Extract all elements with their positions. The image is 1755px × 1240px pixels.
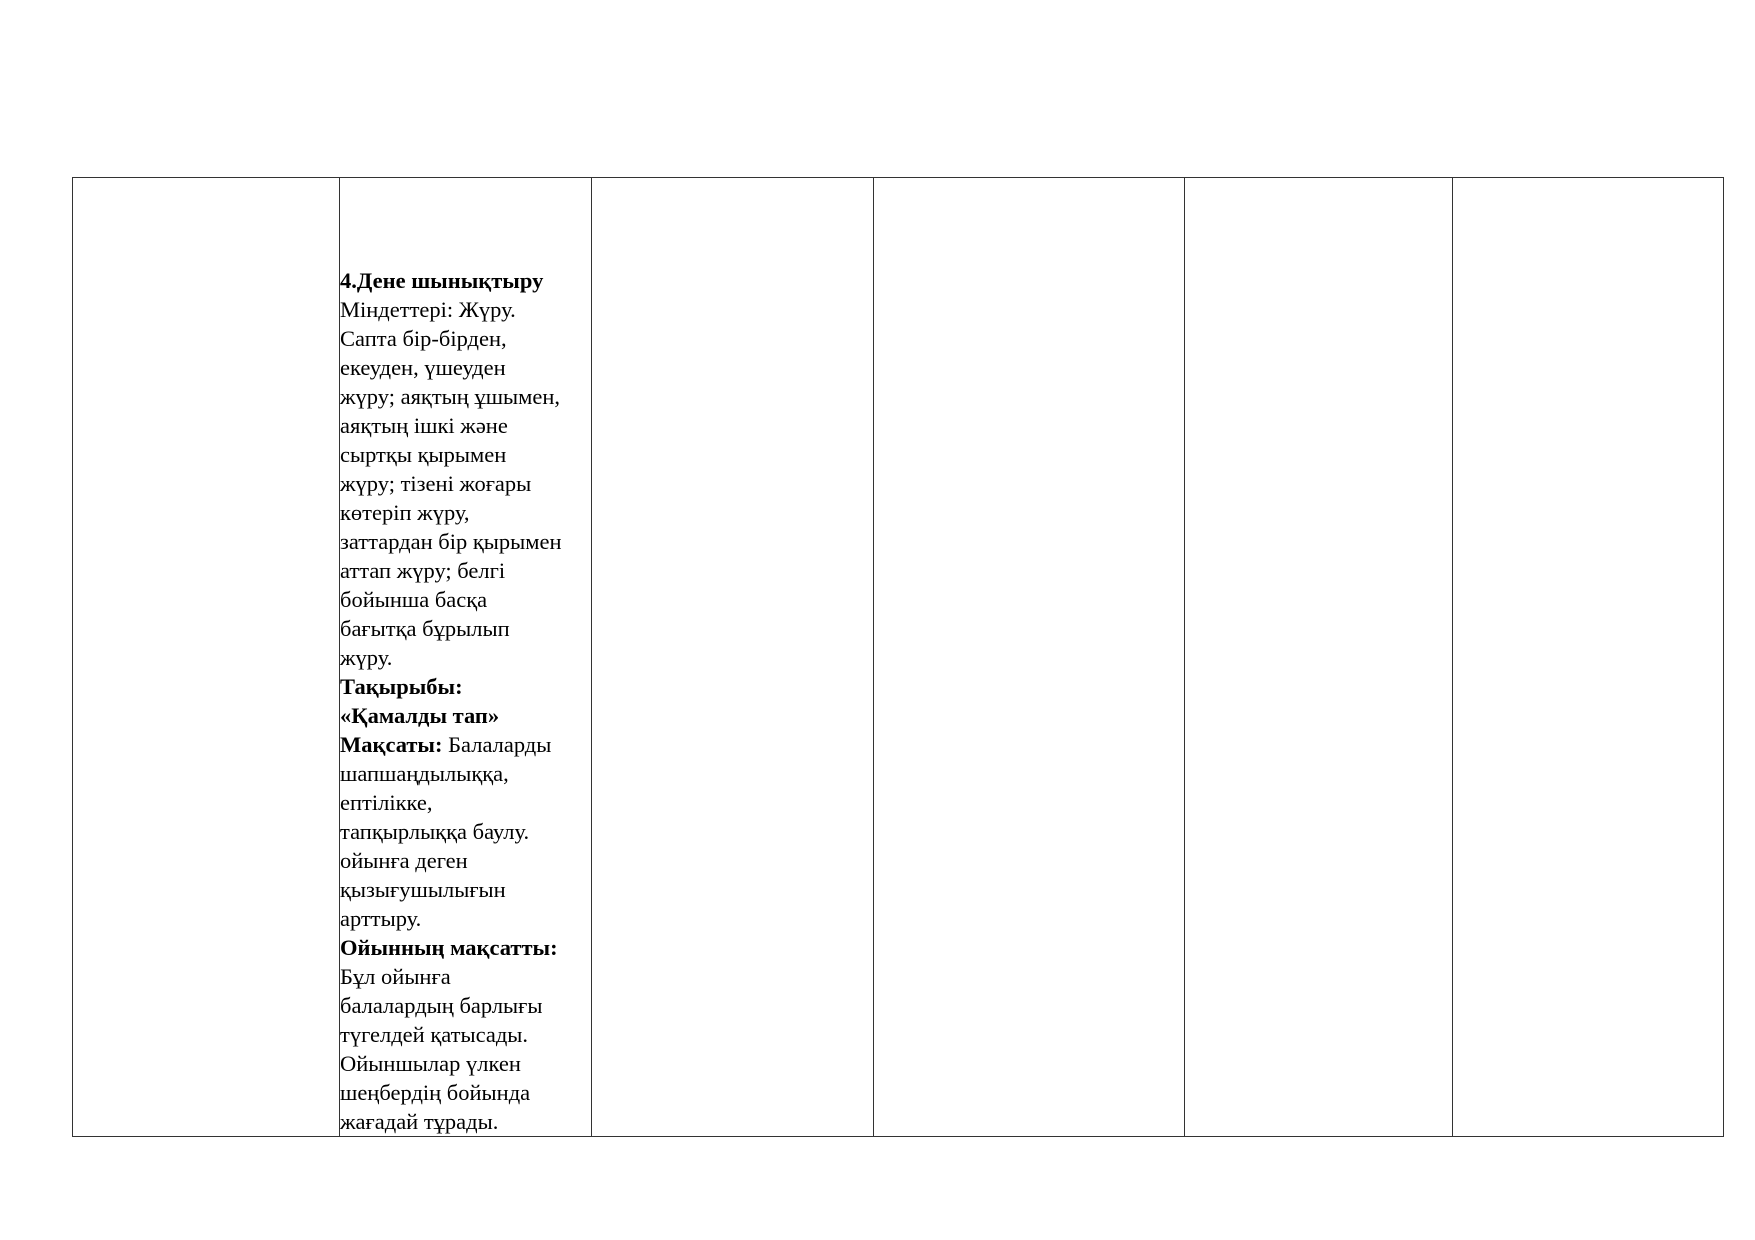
game-goal-line: Ойыншылар үлкен: [340, 1051, 521, 1076]
goal-line: ептілікке,: [340, 790, 433, 815]
tasks-line: сыртқы қырымен: [340, 442, 507, 467]
tasks-line: жүру.: [340, 645, 393, 670]
goal-line: [340, 730, 591, 759]
tasks-line: Сапта бір-бірден,: [340, 326, 507, 351]
topic-label: Тақырыбы:: [340, 674, 463, 699]
tasks-line: аяқтың ішкі және: [340, 413, 508, 438]
table-cell-empty: [1453, 178, 1724, 1137]
goal-line: ойынға деген: [340, 848, 468, 873]
tasks-line: жүру; тізені жоғары: [340, 471, 532, 496]
tasks-line: бағытқа бұрылып: [340, 616, 510, 641]
tasks-line: жүру; аяқтың ұшымен,: [340, 384, 561, 409]
tasks-line: екеуден, үшеуден: [340, 355, 506, 380]
game-goal-label: Ойынның мақсатты:: [340, 935, 558, 960]
plan-table: [72, 177, 1724, 1137]
tasks-line: аттап жүру; белгі: [340, 558, 506, 583]
table-row: [73, 178, 1724, 1137]
topic-value: «Қамалды тап»: [340, 703, 500, 728]
table-cell-empty: [73, 178, 340, 1137]
game-goal-line: шеңбердің бойында: [340, 1080, 531, 1105]
table-cell-empty: [874, 178, 1185, 1137]
physical-education-content: [340, 178, 591, 1136]
goal-line: қызығушылығын: [340, 877, 506, 902]
tasks-line: Міндеттері: Жүру.: [340, 297, 516, 322]
goal-line: тапқырлыққа баулу.: [340, 819, 530, 844]
tasks-line: бойынша басқа: [340, 587, 488, 612]
game-goal-line: түгелдей қатысады.: [340, 1022, 529, 1047]
table-cell-empty: [1185, 178, 1453, 1137]
tasks-line: заттардан бір қырымен: [340, 529, 562, 554]
goal-text: Балаларды: [442, 732, 552, 757]
game-goal-line: жағадай тұрады.: [340, 1109, 499, 1134]
goal-line: шапшаңдылыққа,: [340, 761, 509, 786]
game-goal-line: балалардың барлығы: [340, 993, 543, 1018]
goal-label: Мақсаты:: [340, 732, 443, 757]
goal-line: арттыру.: [340, 906, 422, 931]
game-goal-line: Бұл ойынға: [340, 964, 451, 989]
section-heading: 4.Дене шынықтыру: [340, 268, 544, 293]
tasks-line: көтеріп жүру,: [340, 500, 470, 525]
table-cell-empty: [592, 178, 874, 1137]
table-cell-physical-education: [340, 178, 592, 1137]
